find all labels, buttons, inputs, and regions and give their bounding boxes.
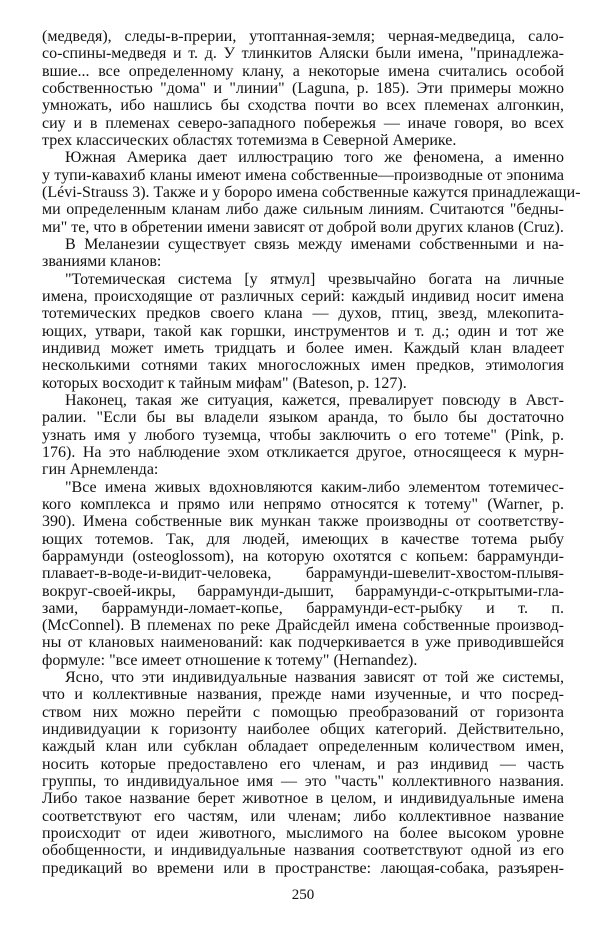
text-line: гин Арнемленда: bbox=[42, 461, 159, 479]
paragraph bbox=[42, 392, 564, 479]
text-line: зами, баррамунди-ломает-копье, баррамунди-ест-рыбку и т. п. bbox=[42, 599, 564, 617]
text-line: Южная Америка дает иллюстрацию того же феномена, а именно bbox=[65, 149, 564, 167]
text-line: (медведя), следы-в-прерии, утоптанная-земля; черная-медведица, сало- bbox=[42, 28, 564, 45]
page-number: 250 bbox=[291, 887, 315, 903]
text-line: индивидуации к горизонту наиболее общих категорий. Действительно, bbox=[42, 721, 564, 739]
text-line: умножать, ибо нашлись бы сходства почти во всех племенах алгонкин, bbox=[42, 97, 564, 115]
text-line: Либо такое название берет животное в целом, и индивидуальные имена bbox=[42, 790, 564, 808]
text-line: что и коллективные названия, прежде нами изученные, и что посред- bbox=[42, 686, 564, 704]
text-line: каждый клан или субклан обладает определенным количеством имен, bbox=[42, 738, 564, 756]
text-line: ством них можно перейти с помощью преобразований от горизонта bbox=[42, 703, 564, 721]
text-line: предикаций во времени или в пространстве: лающая-собака, разъярен- bbox=[42, 859, 564, 877]
text-line: ми" те, что в обретении имени зависят от доброй воли других кланов (Cruz). bbox=[42, 218, 564, 236]
text-line: В Меланезии существует связь между именами собственными и на- bbox=[65, 235, 564, 253]
text-line: вокруг-своей-икры, баррамунди-дышит, баррамунди-с-открытыми-гла- bbox=[42, 582, 564, 600]
paragraph bbox=[42, 149, 581, 236]
text-line: группы, то индивидуальное имя — это "часть" коллективного названия. bbox=[42, 773, 564, 791]
text-line: ющих тотемов. Так, для людей, имеющих в качестве тотема рыбу bbox=[42, 530, 564, 548]
text-line: сиу и в племенах северо-западного побережья — иначе говоря, во всех bbox=[42, 114, 564, 132]
text-line: званиями кланов: bbox=[42, 253, 162, 271]
text-line: ралии. "Если бы вы владели языком аранда, то было бы достаточно bbox=[42, 409, 564, 427]
text-line: происходит от идеи животного, мыслимого на более высоком уровне bbox=[42, 825, 564, 843]
text-line: ми определенным кланам либо даже сильным линиям. Считаются "бедны- bbox=[42, 201, 564, 219]
text-line: соответствуют его частям, или членам; либо коллективное название bbox=[42, 807, 564, 825]
text-line: (McConnel). В племенах по реке Драйсдейл имена собственные производ- bbox=[42, 617, 564, 635]
text-line: узнать имя у любого туземца, чтобы заключить о его тотеме" (Pink, p. bbox=[42, 426, 564, 444]
text-line: у тупи-кавахиб кланы имеют имена собственные—производные от эпонима bbox=[42, 166, 564, 184]
text-line: кого комплекса и прямо или непрямо относятся к тотему" (Warner, p. bbox=[42, 495, 564, 513]
text-line: тотемических предков своего клана — духов, птиц, звезд, млекопита- bbox=[42, 305, 564, 323]
text-line: "Тотемическая система [у ятмул] чрезвычайно богата на личные bbox=[65, 270, 564, 288]
paragraph bbox=[42, 271, 564, 392]
text-line: ющих, утвари, такой как горшки, инструментов и т. д.; один и тот же bbox=[42, 322, 564, 340]
text-line: трех классических областях тотемизма в Северной Америке. bbox=[42, 131, 457, 149]
paragraph bbox=[42, 669, 564, 877]
text-line: собственностью "дома" и "линии" (Laguna, p. 185). Эти примеры можно bbox=[42, 79, 564, 97]
text-line: несколькими сотнями таких многосложных имен предков, этимология bbox=[42, 357, 564, 375]
page-body-text bbox=[42, 28, 581, 877]
text-line: вшие... все определенному клану, а некоторые имена считались особой bbox=[42, 62, 564, 80]
paragraph bbox=[42, 236, 564, 271]
paragraph bbox=[42, 479, 564, 670]
text-line: которых восходит к тайным мифам" (Bateson, p. 127). bbox=[42, 374, 407, 392]
text-line: имена, происходящие от различных серий: каждый индивид носит имена bbox=[42, 287, 564, 305]
text-line: 176). На это наблюдение эхом откликается другое, относящееся к мурн- bbox=[42, 443, 564, 461]
paragraph bbox=[42, 28, 564, 149]
text-line: "Все имена живых вдохновляются каким-либо элементом тотемичес- bbox=[65, 478, 564, 496]
text-line: носить которые предоставлено его членам, и раз индивид — часть bbox=[42, 755, 564, 773]
text-line: обобщенности, и индивидуальные названия соответствуют одной из его bbox=[42, 842, 564, 860]
text-line: 390). Имена собственные вик мункан также производны от соответству- bbox=[42, 513, 564, 531]
text-line: (Lévi-Strauss 3). Также и у бороро имена собственные кажутся принадлежащи- bbox=[42, 183, 581, 201]
text-line: ны от клановых наименований: как подчеркивается в уже приводившейся bbox=[42, 634, 564, 652]
text-line: плавает-в-воде-и-видит-человека, баррамунди-шевелит-хвостом-плывя- bbox=[42, 565, 564, 583]
text-line: Ясно, что эти индивидуальные названия зависят от той же системы, bbox=[65, 669, 564, 687]
text-line: индивид может иметь тридцать и более имен. Каждый клан владеет bbox=[42, 339, 564, 357]
text-line: баррамунди (osteoglossom), на которую охотятся с копьем: баррамунди- bbox=[42, 547, 564, 565]
text-line: формуле: "все имеет отношение к тотему" (Hernandez). bbox=[42, 651, 418, 669]
text-line: Наконец, такая же ситуация, кажется, превалирует повсюду в Авст- bbox=[65, 391, 564, 409]
text-line: со-спины-медведя и т. д. У тлинкитов Аляски были имена, "принадлежа- bbox=[42, 45, 564, 63]
